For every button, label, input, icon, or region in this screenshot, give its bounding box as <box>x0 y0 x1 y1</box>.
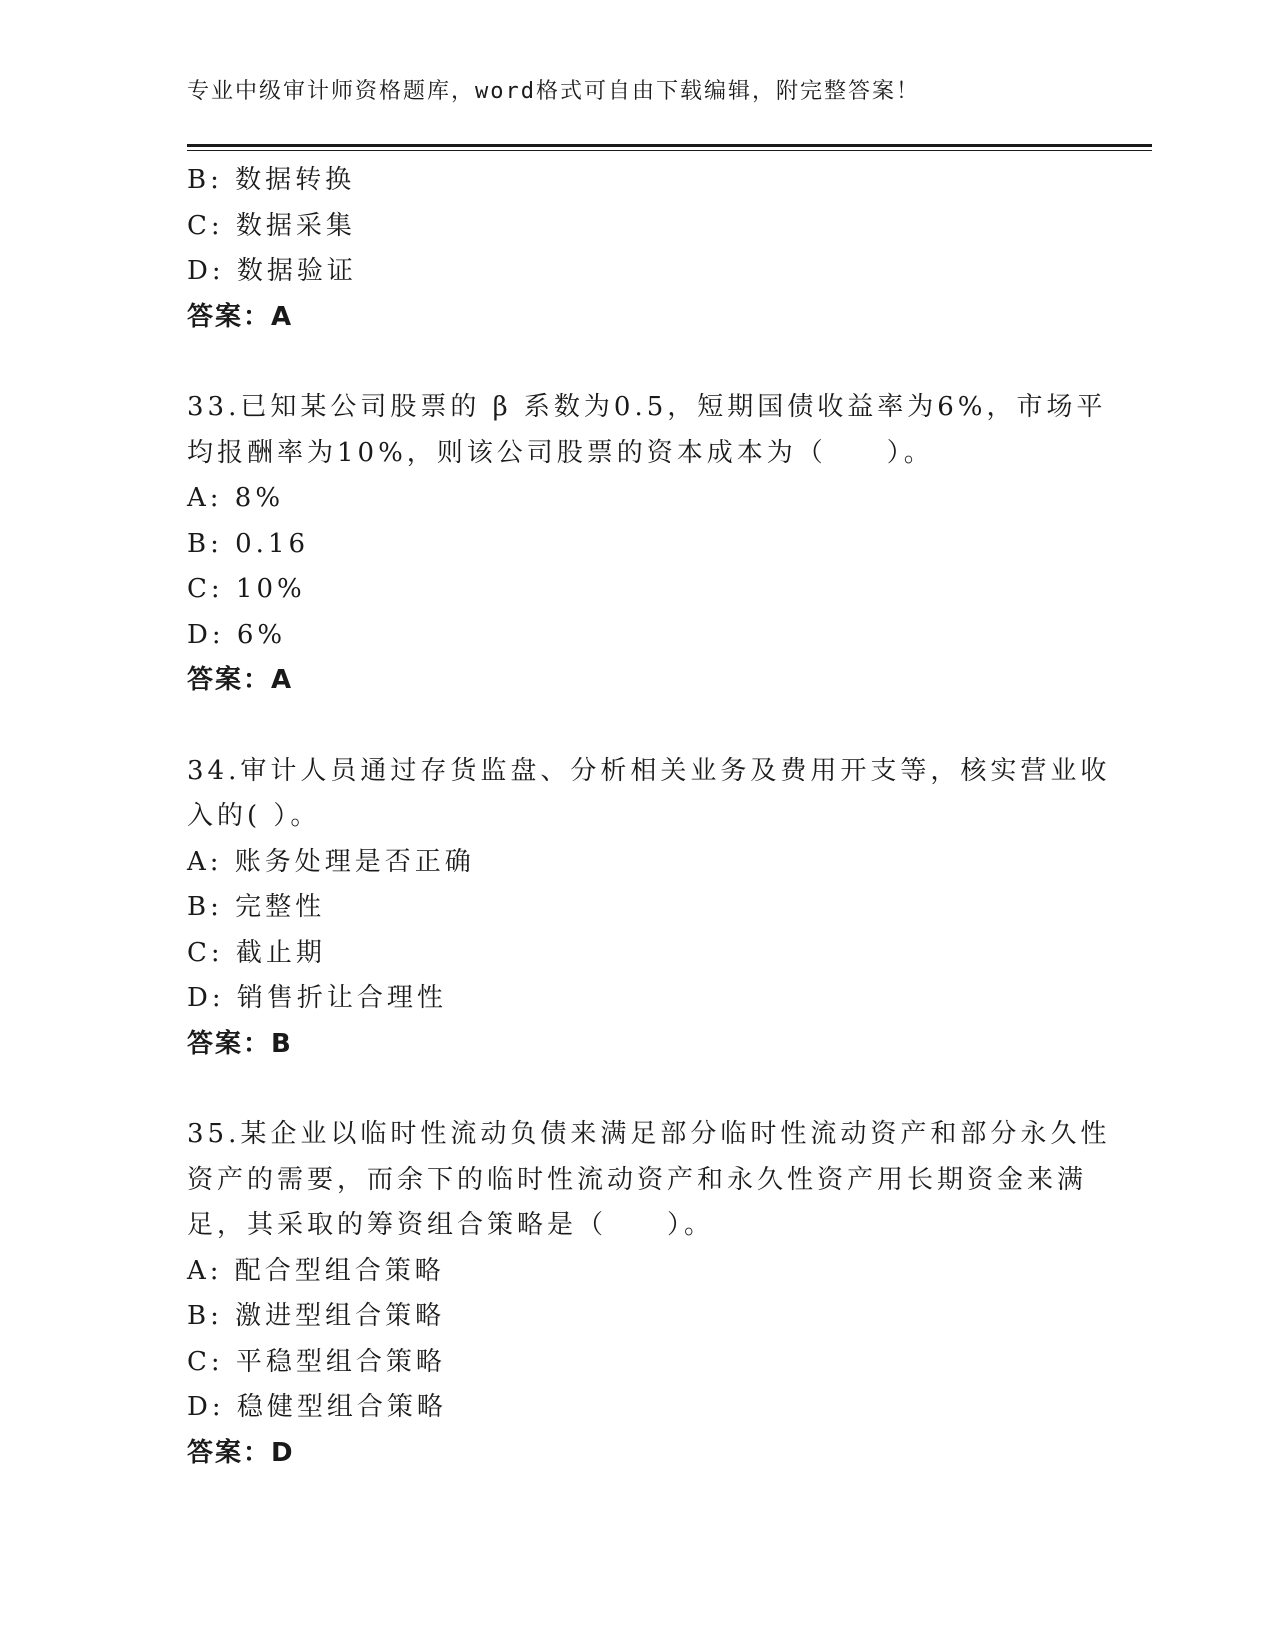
option-c: C: 数据采集 <box>187 210 356 241</box>
option-d: D: 6% <box>187 619 287 650</box>
answer-line: 答案：B <box>187 1028 293 1059</box>
option-b: B: 0.16 <box>187 528 310 559</box>
option-d: D: 稳健型组合策略 <box>187 1392 447 1422</box>
option-d: D: 销售折让合理性 <box>187 983 447 1013</box>
option-b: B: 数据转换 <box>187 165 356 195</box>
question-block-35 <box>187 1112 1111 1476</box>
option-d: D: 数据验证 <box>187 256 357 286</box>
header-rule-thin <box>187 150 1152 151</box>
question-stem-line: 资产的需要，而余下的临时性流动资产和永久性资产用长期资金来满 <box>187 1164 1088 1195</box>
option-a: A: 8% <box>187 483 285 513</box>
question-block-32 <box>187 158 1087 340</box>
header-rule-thick <box>187 144 1152 147</box>
option-c: C: 平稳型组合策略 <box>187 1346 446 1377</box>
option-c: C: 截止期 <box>187 937 326 968</box>
answer-line: 答案：A <box>187 301 294 332</box>
option-a: A: 账务处理是否正确 <box>187 846 475 877</box>
question-stem-line: 足，其采取的筹资组合策略是（ ）。 <box>187 1210 715 1240</box>
question-stem-line: 35.某企业以临时性流动负债来满足部分临时性流动资产和部分永久性 <box>187 1119 1111 1149</box>
answer-line: 答案：A <box>187 665 294 695</box>
option-a: A: 配合型组合策略 <box>187 1255 445 1286</box>
question-stem-line: 34.审计人员通过存货监盘、分析相关业务及费用开支等，核实营业收 <box>187 755 1111 786</box>
question-block-33 <box>187 385 1107 704</box>
question-stem-line: 入的( ）。 <box>187 801 321 831</box>
question-block-34 <box>187 749 1111 1068</box>
answer-line: 答案：D <box>187 1437 295 1468</box>
question-content <box>187 158 1111 1476</box>
option-b: B: 完整性 <box>187 892 326 922</box>
question-stem-line: 均报酬率为10%，则该公司股票的资本成本为（ ）。 <box>187 437 934 468</box>
question-stem-line: 33.已知某公司股票的 β 系数为0.5，短期国债收益率为6%，市场平 <box>187 392 1107 422</box>
option-b: B: 激进型组合策略 <box>187 1301 446 1331</box>
page-header: 专业中级审计师资格题库，word格式可自由下载编辑，附完整答案！ <box>187 79 920 104</box>
option-c: C: 10% <box>187 574 306 604</box>
